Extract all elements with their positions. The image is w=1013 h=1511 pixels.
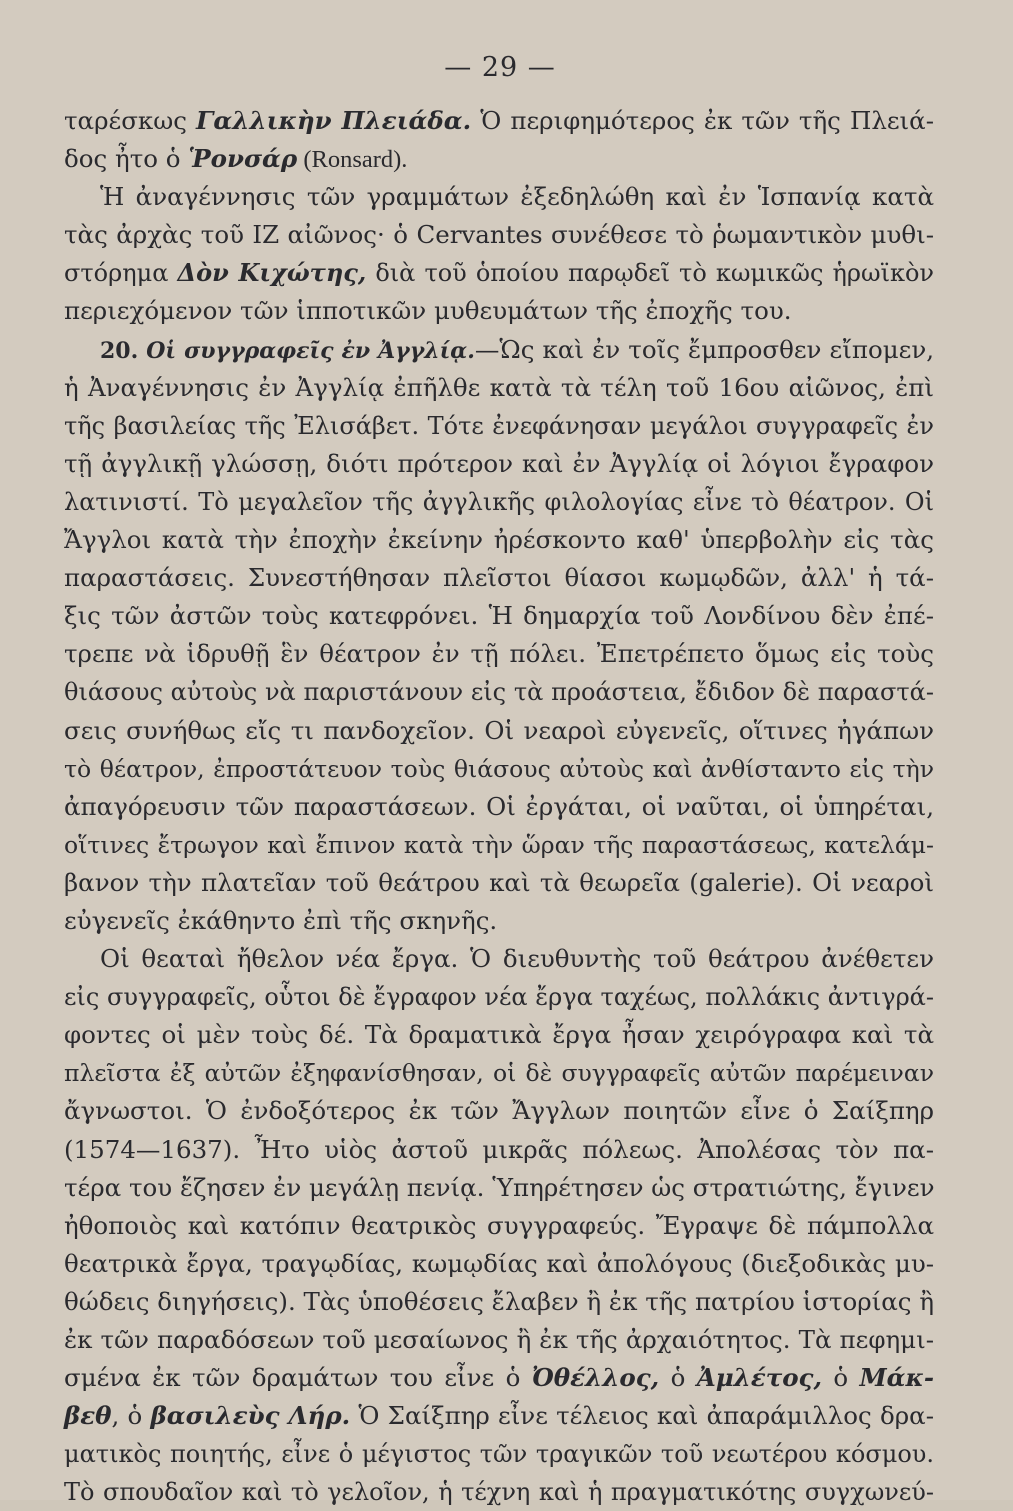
text-line: ἠθοποιὸς καὶ κατόπιν θεατρικὸς συγγραφεύς. Ἔγραψε δὲ πάμπολλα [64,1210,934,1240]
text-line: ἡ Ἀναγέννησις ἐν Ἀγγλίᾳ ἐπῆλθε κατὰ τὰ τέλη τοῦ 16ου αἰῶνος, ἐπὶ [64,372,934,402]
text-line: σμένα ἐκ τῶν δραμάτων του εἶνε ὁ Ὀθέλλος, ὁ Ἀμλέτος, ὁ Μάκ- [64,1363,935,1393]
text-line: ταρέσκως Γαλλικὴν Πλειάδα. Ὁ περιφημότερος ἐκ τῶν τῆς Πλειά- [64,106,934,135]
text-line: τῇ ἀγγλικῇ γλώσσῃ, διότι πρότερον καὶ ἐν Ἀγγλίᾳ οἱ λόγιοι ἔγραφον [64,448,934,478]
emphasis-term: Δὸν Κιχώτης, [177,258,367,288]
section-heading-line: 20. Οἱ συγγραφεῖς ἐν Ἀγγλίᾳ.—Ὡς καὶ ἐν τοῖς ἔμπροσθεν εἴπομεν, [100,334,934,364]
text-line: ματικὸς ποιητής, εἶνε ὁ μέγιστος τῶν τραγικῶν τοῦ νεωτέρου κόσμου. [64,1440,934,1469]
emphasis-term: βασιλεὺς Λήρ. [150,1401,351,1431]
text-line: ξις τῶν ἀστῶν τοὺς κατεφρόνει. Ἡ δημαρχία τοῦ Λονδίνου δὲν ἐπέ- [64,601,934,631]
text-line: Ἄγγλοι κατὰ τὴν ἐποχὴν ἐκείνην ἠρέσκοντο καθ' ὑπερβολὴν εἰς τὰς [64,525,934,555]
text-line: δος ἦτο ὁ Ῥονσάρ (Ronsard). [64,144,408,174]
text-line: λατινιστί. Τὸ μεγαλεῖον τῆς ἀγγλικῆς φιλολογίας εἶνε τὸ θέατρον. Οἱ [64,487,934,516]
text-line: σεις συνήθως εἴς τι πανδοχεῖον. Οἱ νεαροὶ εὐγενεῖς, οἵτινες ἠγάπων [64,715,934,745]
text-line: περιεχόμενον τῶν ἱπποτικῶν μυθευμάτων τῆς ἐποχῆς του. [64,296,792,326]
text-line: (1574—1637). Ἦτο υἱὸς ἀστοῦ μικρᾶς πόλεως. Ἀπολέσας τὸν πα- [64,1134,934,1164]
text-line: τῆς βασιλείας τῆς Ἐλισάβετ. Τότε ἐνεφάνησαν μεγάλοι συγγραφεῖς ἐν [64,411,934,440]
text-line: τὸ θέατρον, ἐπροστάτευον τοὺς θιάσους αὐτοὺς καὶ ἀνθίσταντο εἰς τὴν [64,754,934,783]
section-number: 20. [100,337,139,364]
text-line: βανον τὴν πλατεῖαν τοῦ θεάτρου καὶ τὰ θεωρεῖα (galerie). Οἱ νεαροὶ [64,867,934,897]
text-line: Τὸ σπουδαῖον καὶ τὸ γελοῖον, ἡ τέχνη καὶ ἡ πραγματικότης συγχωνεύ- [64,1478,934,1507]
text-line: εὐγενεῖς ἐκάθηντο ἐπὶ τῆς σκηνῆς. [64,905,498,935]
text-line: τρεπε νὰ ἱδρυθῇ ἓν θέατρον ἐν τῇ πόλει. Ἐπετρέπετο ὅμως εἰς τοὺς [64,639,934,669]
section-title: Οἱ συγγραφεῖς ἐν Ἀγγλίᾳ. [138,337,475,364]
text-line: Ἡ ἀναγέννησις τῶν γραμμάτων ἐξεδηλώθη καὶ ἐν Ἱσπανίᾳ κατὰ [100,182,934,212]
text-line: εἰς συγγραφεῖς, οὗτοι δὲ ἔγραφον νέα ἔργα ταχέως, πολλάκις ἀντιγρά- [64,983,934,1012]
text-line: φοντες οἱ μὲν τοὺς δέ. Τὰ δραματικὰ ἔργα ἦσαν χειρόγραφα καὶ τὰ [64,1020,934,1050]
text-line: ἀπαγόρευσιν τῶν παραστάσεων. Οἱ ἐργάται, οἱ ναῦται, οἱ ὑπηρέται, [64,791,934,821]
emphasis-term: Ὀθέλλος, [531,1363,660,1393]
body-text [64,102,934,1511]
text-line: τέρα του ἔζησεν ἐν μεγάλῃ πενίᾳ. Ὑπηρέτησεν ὡς στρατιώτης, ἔγινεν [64,1172,935,1202]
text-line: ἐκ τῶν παραδόσεων τοῦ μεσαίωνος ἢ ἐκ τῆς ἀρχαιότητος. Τὰ πεφημι- [64,1325,934,1354]
text-line: πλεῖστα ἐξ αὐτῶν ἐξηφανίσθησαν, οἱ δὲ συγγραφεῖς αὐτῶν παρέμειναν [64,1059,934,1088]
text-line: βεθ, ὁ βασιλεὺς Λήρ. Ὁ Σαίξπηρ εἶνε τέλειος καὶ ἀπαράμιλλος δρα- [64,1401,934,1431]
text-line: στόρημα Δὸν Κιχώτης, διὰ τοῦ ὁποίου παρῳδεῖ τὸ κωμικῶς ἡρωϊκὸν [64,258,935,288]
text-line: θώδεις διηγήσεις). Τὰς ὑποθέσεις ἔλαβεν ἢ ἐκ τῆς πατρίου ἱστορίας ἢ [64,1286,934,1316]
emphasis-term: Ῥονσάρ [188,144,298,174]
page-number: — 29 — [444,52,556,83]
text-line: παραστάσεις. Συνεστήθησαν πλεῖστοι θίασοι κωμῳδῶν, ἀλλ' ἡ τά- [64,563,934,593]
text-line: τὰς ἀρχὰς τοῦ ΙΖ αἰῶνος· ὁ Cervantes συνέθεσε τὸ ῥωμαντικὸν μυθι- [64,220,934,250]
text-line: Οἱ θεαταὶ ἤθελον νέα ἔργα. Ὁ διευθυντὴς τοῦ θεάτρου ἀνέθετεν [100,944,934,974]
emphasis-term: Μάκ- [859,1363,935,1393]
text-line: θεατρικὰ ἔργα, τραγῳδίας, κωμῳδίας καὶ ἀπολόγους (διεξοδικὰς μυ- [64,1248,934,1278]
emphasis-term: βεθ [64,1401,112,1431]
emphasis-term: Γαλλικὴν Πλειάδα. [196,106,472,135]
text-line: θιάσους αὐτοὺς νὰ παριστάνουν εἰς τὰ προάστεια, ἔδιδον δὲ παραστά- [64,678,934,707]
text-line: οἵτινες ἔτρωγον καὶ ἔπινον κατὰ τὴν ὥραν τῆς παραστάσεως, κατελάμ- [64,830,934,859]
text-line: ἄγνωστοι. Ὁ ἐνδοξότερος ἐκ τῶν Ἄγγλων ποιητῶν εἶνε ὁ Σαίξπηρ [64,1096,934,1126]
emphasis-term: Ἀμλέτος, [696,1363,822,1393]
